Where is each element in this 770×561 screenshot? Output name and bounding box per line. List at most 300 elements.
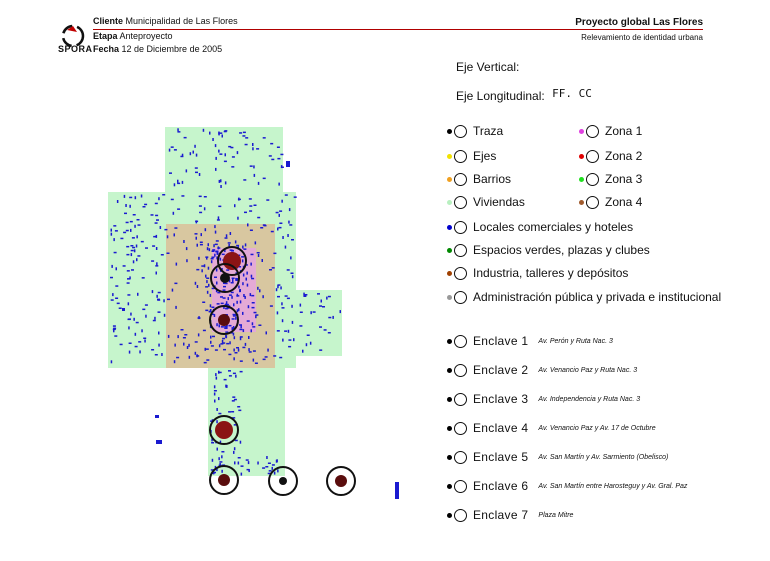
commercial-point [206, 278, 209, 280]
commercial-point [182, 181, 184, 184]
commercial-point [263, 359, 266, 361]
commercial-point [253, 165, 255, 168]
toggle-circle-icon[interactable] [454, 125, 467, 138]
commercial-point [241, 473, 243, 476]
commercial-point [144, 204, 147, 206]
commercial-point [238, 308, 240, 311]
commercial-point [288, 346, 291, 348]
commercial-point [257, 462, 259, 465]
commercial-point [200, 242, 203, 244]
commercial-point [156, 295, 158, 298]
commercial-point [126, 254, 129, 256]
commercial-point [243, 248, 246, 250]
commercial-point [231, 296, 233, 299]
commercial-point [207, 291, 209, 294]
commercial-point [183, 343, 185, 346]
commercial-point [214, 385, 216, 388]
commercial-point [183, 337, 186, 339]
commercial-point [271, 159, 274, 161]
commercial-point [209, 248, 211, 251]
commercial-point [285, 194, 288, 196]
commercial-point [208, 284, 210, 287]
commercial-point [151, 214, 154, 216]
commercial-point [229, 294, 232, 296]
commercial-point [195, 172, 198, 174]
commercial-point [257, 217, 260, 219]
commercial-point [129, 343, 132, 345]
enclave-label: Enclave 3 [473, 392, 529, 406]
commercial-point [219, 324, 221, 327]
commercial-point [279, 210, 282, 212]
commercial-point [113, 238, 115, 241]
toggle-circle-icon[interactable] [454, 221, 467, 234]
commercial-point [230, 232, 232, 235]
commercial-point [214, 400, 216, 403]
commercial-point [156, 262, 158, 265]
toggle-circle-icon[interactable] [454, 244, 467, 257]
commercial-point [328, 296, 331, 298]
commercial-point [184, 334, 187, 336]
commercial-point [219, 153, 222, 155]
enclave-desc: Av. San Martín y Av. Sarmiento (Obelisco) [538, 453, 669, 461]
legend-item-locales[interactable] [447, 218, 633, 236]
commercial-point [186, 259, 188, 262]
commercial-point [281, 302, 283, 305]
commercial-point [177, 335, 179, 338]
commercial-point [218, 457, 220, 460]
commercial-point [198, 316, 200, 319]
enclave-label: Enclave 4 [473, 421, 529, 435]
commercial-point [306, 343, 308, 346]
toggle-circle-icon[interactable] [454, 173, 467, 186]
enclave-marker-4-core [215, 421, 233, 439]
legend-label: Ejes [473, 149, 497, 163]
commercial-point [116, 267, 118, 270]
commercial-point [216, 282, 218, 285]
commercial-point [247, 320, 250, 322]
commercial-point [248, 348, 250, 351]
toggle-circle-icon[interactable] [454, 364, 467, 377]
commercial-point [164, 314, 166, 317]
commercial-point [126, 246, 129, 248]
commercial-point [235, 317, 237, 320]
toggle-circle-icon[interactable] [586, 150, 599, 163]
commercial-point [173, 212, 175, 215]
commercial-point [199, 196, 202, 198]
legend-item-zona-3[interactable] [579, 170, 642, 188]
commercial-point [266, 199, 269, 201]
enclave-1[interactable] [447, 332, 613, 350]
commercial-point [161, 353, 163, 356]
commercial-point [222, 338, 225, 340]
commercial-point [205, 310, 208, 312]
commercial-point [273, 253, 276, 255]
commercial-point [319, 326, 322, 328]
commercial-point [328, 332, 331, 334]
commercial-point [279, 357, 282, 359]
toggle-circle-icon[interactable] [454, 150, 467, 163]
commercial-point [167, 253, 170, 255]
toggle-circle-icon[interactable] [454, 291, 467, 304]
commercial-point [141, 241, 144, 243]
commercial-point [158, 197, 160, 200]
commercial-point [221, 303, 224, 305]
commercial-point [176, 357, 179, 359]
commercial-point [319, 305, 322, 307]
commercial-point [240, 300, 242, 303]
commercial-point [321, 300, 323, 303]
commercial-point [243, 179, 246, 181]
legend-item-ejes[interactable] [447, 147, 496, 165]
commercial-point [235, 440, 238, 442]
commercial-point [243, 329, 245, 332]
commercial-point [127, 270, 130, 272]
commercial-point [133, 214, 136, 216]
toggle-circle-icon[interactable] [454, 422, 467, 435]
toggle-circle-icon[interactable] [454, 393, 467, 406]
commercial-point [164, 229, 167, 231]
legend-item-espacios-verdes[interactable] [447, 241, 650, 259]
commercial-point [220, 185, 222, 188]
commercial-point [290, 256, 292, 259]
commercial-point [111, 299, 114, 301]
toggle-circle-icon[interactable] [454, 267, 467, 280]
commercial-point [216, 420, 218, 423]
legend-item-industria[interactable] [447, 264, 628, 282]
commercial-point [124, 195, 126, 198]
commercial-point [242, 259, 244, 262]
commercial-point [279, 227, 282, 229]
commercial-point [126, 222, 129, 224]
commercial-point [263, 137, 266, 139]
commercial-point [138, 341, 141, 343]
commercial-point [212, 251, 215, 253]
enclave-4[interactable] [447, 419, 656, 437]
commercial-point [231, 292, 234, 294]
commercial-point [145, 315, 147, 318]
commercial-point [156, 247, 158, 250]
commercial-point [252, 302, 255, 304]
legend-dot [447, 248, 452, 253]
commercial-point [287, 234, 289, 237]
commercial-point [128, 326, 130, 329]
commercial-point [266, 456, 268, 459]
commercial-point [241, 256, 244, 258]
legend-label: Industria, talleres y depósitos [473, 266, 629, 280]
commercial-point [219, 180, 221, 183]
commercial-point [254, 205, 257, 207]
commercial-point [285, 246, 287, 249]
commercial-point [252, 326, 255, 328]
commercial-point [155, 215, 158, 217]
commercial-point [120, 344, 123, 346]
commercial-point [127, 294, 130, 296]
commercial-point [114, 335, 117, 337]
commercial-point [221, 455, 223, 458]
commercial-point [258, 254, 260, 257]
commercial-point [141, 329, 143, 332]
toggle-circle-icon[interactable] [454, 196, 467, 209]
commercial-point [155, 203, 158, 205]
client-value: Municipalidad de Las Flores [125, 16, 238, 26]
commercial-point [288, 330, 290, 333]
toggle-circle-icon[interactable] [586, 173, 599, 186]
commercial-point [111, 360, 113, 363]
housing-area-east [296, 290, 342, 356]
commercial-point [210, 310, 212, 313]
commercial-point [201, 233, 203, 236]
commercial-point [258, 325, 261, 327]
commercial-point [250, 293, 252, 296]
commercial-point [204, 207, 206, 210]
legend-item-zona-2[interactable] [579, 147, 642, 165]
legend-item-zona-4[interactable] [579, 193, 642, 211]
commercial-point [195, 352, 197, 355]
commercial-point [282, 307, 285, 309]
commercial-point [211, 442, 214, 444]
commercial-point [119, 308, 122, 310]
toggle-circle-icon[interactable] [454, 451, 467, 464]
enclave-desc: Av. San Martín entre Harosteguy y Av. Gral. Paz [538, 482, 688, 490]
commercial-point [319, 349, 322, 351]
commercial-point [181, 195, 184, 197]
commercial-point [240, 360, 243, 362]
legend-label: Viviendas [473, 195, 525, 209]
commercial-point [214, 277, 217, 279]
legend-item-viviendas[interactable] [447, 193, 525, 211]
commercial-point [251, 329, 253, 332]
commercial-point [241, 465, 244, 467]
commercial-point [145, 247, 148, 249]
commercial-point [313, 311, 316, 313]
enclave-dot [447, 513, 452, 518]
project-title: Proyecto global Las Flores [575, 17, 703, 28]
commercial-point [232, 278, 235, 280]
commercial-point [235, 375, 237, 378]
commercial-point [232, 318, 235, 320]
commercial-point [282, 319, 284, 322]
legend-item-administracion[interactable] [447, 288, 721, 306]
enclave-5[interactable] [447, 448, 668, 466]
commercial-point [217, 219, 220, 221]
commercial-point [238, 457, 241, 459]
commercial-point [232, 156, 235, 158]
commercial-point [250, 165, 253, 167]
toggle-circle-icon[interactable] [454, 335, 467, 348]
commercial-point [211, 260, 213, 263]
commercial-point [186, 247, 188, 250]
commercial-point [214, 254, 216, 257]
commercial-point [221, 326, 224, 328]
enclave-marker-2-core [220, 273, 230, 283]
commercial-point [293, 338, 295, 341]
legend-item-barrios[interactable] [447, 170, 511, 188]
commercial-point [215, 244, 218, 246]
enclave-dot [447, 484, 452, 489]
commercial-point [288, 221, 290, 224]
axis-longitudinal [456, 89, 592, 103]
urban-map[interactable] [0, 60, 420, 560]
commercial-point [205, 286, 208, 288]
commercial-point [250, 263, 252, 266]
commercial-point [238, 462, 240, 465]
stage-label: Etapa [93, 31, 118, 41]
commercial-point [196, 220, 198, 223]
commercial-point [204, 264, 206, 267]
enclave-6[interactable] [447, 477, 687, 495]
commercial-point [143, 338, 146, 340]
commercial-point [251, 295, 254, 297]
commercial-point [233, 315, 236, 317]
enclave-marker-7-core [335, 475, 347, 487]
commercial-point [117, 303, 120, 305]
commercial-point [326, 297, 328, 300]
commercial-point [204, 196, 207, 198]
commercial-point [281, 200, 283, 203]
commercial-point [167, 299, 170, 301]
commercial-point [245, 144, 248, 146]
commercial-point [154, 317, 156, 320]
legend-label: Traza [473, 124, 504, 138]
legend-label: Zona 3 [605, 172, 643, 186]
date-label: Fecha [93, 44, 120, 54]
enclave-desc: Av. Venancio Paz y Av. 17 de Octubre [538, 424, 656, 432]
commercial-point [115, 285, 118, 287]
commercial-point [139, 350, 141, 353]
legend-dot [579, 200, 584, 205]
commercial-point [243, 132, 246, 134]
commercial-point [115, 230, 118, 232]
commercial-point [257, 252, 260, 254]
axis-vertical [456, 60, 519, 74]
commercial-point [181, 329, 184, 331]
commercial-point [272, 467, 274, 470]
commercial-point [218, 413, 221, 415]
commercial-point [218, 216, 220, 219]
commercial-point [237, 294, 239, 297]
commercial-point [242, 135, 245, 137]
commercial-point [207, 247, 209, 250]
commercial-point [120, 238, 123, 240]
commercial-point [219, 344, 221, 347]
commercial-point [155, 222, 158, 224]
commercial-point [216, 377, 218, 380]
commercial-point [177, 128, 179, 131]
commercial-point [215, 168, 217, 171]
commercial-point [235, 240, 237, 243]
commercial-point [218, 150, 220, 153]
commercial-point [303, 296, 306, 298]
legend-item-zona-1[interactable] [579, 122, 642, 140]
commercial-point [160, 226, 162, 229]
commercial-point [115, 298, 118, 300]
toggle-circle-icon[interactable] [454, 480, 467, 493]
commercial-point [281, 167, 284, 169]
commercial-point [221, 451, 224, 453]
commercial-point [234, 461, 236, 464]
commercial-point [171, 199, 174, 201]
commercial-point [215, 231, 217, 234]
commercial-point [152, 245, 155, 247]
commercial-point [221, 470, 223, 473]
legend-dot [579, 154, 584, 159]
commercial-point [252, 143, 254, 146]
commercial-point [277, 296, 280, 298]
legend-item-traza[interactable] [447, 122, 503, 140]
toggle-circle-icon[interactable] [454, 509, 467, 522]
commercial-point [238, 349, 240, 352]
commercial-point [277, 469, 279, 472]
commercial-point [206, 348, 209, 350]
commercial-point [238, 199, 241, 201]
commercial-point [161, 254, 164, 256]
commercial-point [129, 276, 131, 279]
enclave-7[interactable] [447, 506, 573, 524]
commercial-point [239, 289, 241, 292]
enclave-dot [447, 397, 452, 402]
commercial-point [196, 355, 199, 357]
toggle-circle-icon[interactable] [586, 196, 599, 209]
commercial-point [158, 292, 161, 294]
axis-vertical-label: Eje Vertical: [456, 60, 520, 74]
commercial-point [228, 354, 231, 356]
commercial-point [205, 228, 207, 231]
commercial-point [111, 233, 113, 236]
legend-dot [447, 225, 452, 230]
commercial-point [153, 236, 156, 238]
commercial-point [239, 132, 242, 134]
legend-label: Barrios [473, 172, 512, 186]
commercial-point [113, 225, 116, 227]
commercial-point [145, 304, 148, 306]
enclave-label: Enclave 7 [473, 508, 529, 522]
commercial-point [152, 290, 154, 293]
commercial-point [127, 282, 130, 284]
commercial-point [222, 254, 225, 256]
commercial-point [251, 254, 254, 256]
commercial-point [126, 230, 129, 232]
commercial-point [235, 278, 237, 281]
commercial-point [273, 355, 276, 357]
commercial-point [136, 322, 139, 324]
commercial-point [266, 331, 268, 334]
commercial-point [136, 235, 138, 238]
legend-dot [447, 295, 452, 300]
commercial-point [224, 326, 227, 328]
enclave-2[interactable] [447, 361, 637, 379]
commercial-point [285, 295, 288, 297]
commercial-point [249, 198, 252, 200]
commercial-point [258, 182, 260, 185]
commercial-point [131, 269, 134, 271]
isolated-commercial-mark [395, 482, 399, 499]
enclave-desc: Av. Perón y Ruta Nac. 3 [538, 337, 613, 345]
commercial-point [262, 295, 264, 298]
commercial-point [122, 308, 125, 311]
commercial-point [245, 137, 248, 139]
commercial-point [177, 131, 180, 133]
commercial-point [214, 393, 216, 396]
commercial-point [203, 129, 205, 132]
commercial-point [124, 213, 127, 215]
commercial-point [231, 166, 234, 168]
commercial-point [226, 269, 229, 271]
commercial-point [282, 339, 284, 342]
commercial-point [130, 229, 132, 232]
commercial-point [218, 206, 221, 208]
enclave-3[interactable] [447, 390, 640, 408]
toggle-circle-icon[interactable] [586, 125, 599, 138]
